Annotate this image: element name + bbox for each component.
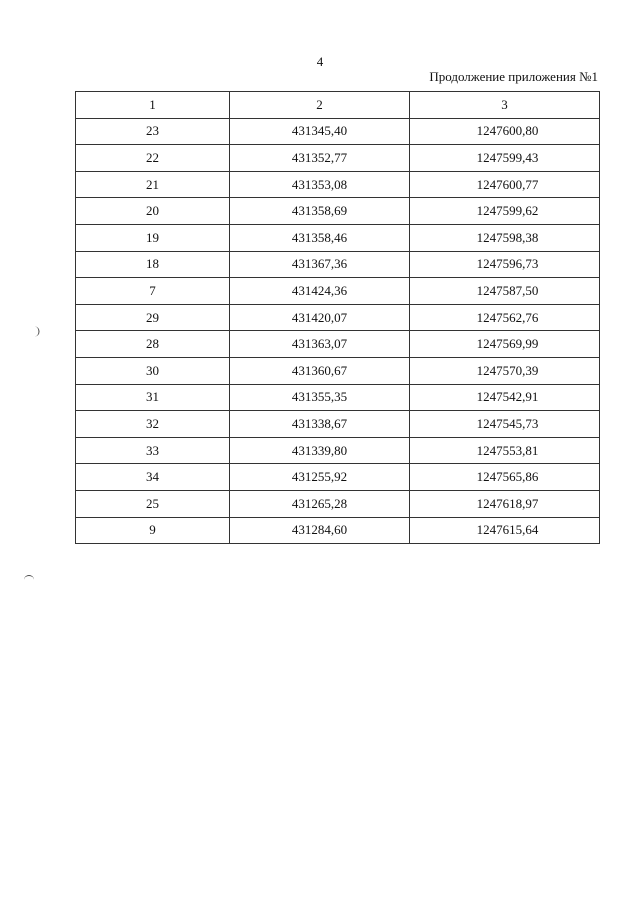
x-coordinate-cell: 431367,36 <box>230 251 410 278</box>
x-coordinate-cell: 431358,46 <box>230 224 410 251</box>
point-number-cell: 20 <box>76 198 230 225</box>
table-row <box>76 490 600 517</box>
y-coordinate-cell: 1247565,86 <box>410 464 600 491</box>
point-number-cell: 22 <box>76 145 230 172</box>
x-coordinate-cell: 431255,92 <box>230 464 410 491</box>
table-row <box>76 437 600 464</box>
point-number-cell: 33 <box>76 437 230 464</box>
point-number-cell: 31 <box>76 384 230 411</box>
x-coordinate-cell: 431284,60 <box>230 517 410 544</box>
x-coordinate-cell: 431352,77 <box>230 145 410 172</box>
column-header: 3 <box>410 92 600 119</box>
x-coordinate-cell: 431265,28 <box>230 490 410 517</box>
point-number-cell: 21 <box>76 171 230 198</box>
x-coordinate-cell: 431358,69 <box>230 198 410 225</box>
point-number-cell: 25 <box>76 490 230 517</box>
y-coordinate-cell: 1247598,38 <box>410 224 600 251</box>
x-coordinate-cell: 431345,40 <box>230 118 410 145</box>
table-row <box>76 517 600 544</box>
x-coordinate-cell: 431355,35 <box>230 384 410 411</box>
y-coordinate-cell: 1247553,81 <box>410 437 600 464</box>
table-row <box>76 145 600 172</box>
table-row <box>76 224 600 251</box>
column-header: 1 <box>76 92 230 119</box>
y-coordinate-cell: 1247562,76 <box>410 304 600 331</box>
table-row <box>76 171 600 198</box>
table-row <box>76 251 600 278</box>
table-row <box>76 198 600 225</box>
point-number-cell: 32 <box>76 411 230 438</box>
y-coordinate-cell: 1247600,77 <box>410 171 600 198</box>
point-number-cell: 23 <box>76 118 230 145</box>
point-number-cell: 28 <box>76 331 230 358</box>
x-coordinate-cell: 431353,08 <box>230 171 410 198</box>
x-coordinate-cell: 431339,80 <box>230 437 410 464</box>
margin-bracket-mark <box>24 575 34 584</box>
point-number-cell: 19 <box>76 224 230 251</box>
table-header-row <box>76 92 600 119</box>
y-coordinate-cell: 1247600,80 <box>410 118 600 145</box>
table-row <box>76 384 600 411</box>
point-number-cell: 18 <box>76 251 230 278</box>
table-row <box>76 278 600 305</box>
x-coordinate-cell: 431363,07 <box>230 331 410 358</box>
coordinates-table <box>75 91 600 544</box>
table-row <box>76 304 600 331</box>
y-coordinate-cell: 1247615,64 <box>410 517 600 544</box>
y-coordinate-cell: 1247587,50 <box>410 278 600 305</box>
point-number-cell: 34 <box>76 464 230 491</box>
column-header: 2 <box>230 92 410 119</box>
y-coordinate-cell: 1247618,97 <box>410 490 600 517</box>
page-number: 4 <box>316 54 324 69</box>
table-body <box>76 118 600 544</box>
y-coordinate-cell: 1247570,39 <box>410 357 600 384</box>
x-coordinate-cell: 431338,67 <box>230 411 410 438</box>
point-number-cell: 9 <box>76 517 230 544</box>
point-number-cell: 30 <box>76 357 230 384</box>
point-number-cell: 29 <box>76 304 230 331</box>
margin-bracket-mark <box>31 327 40 337</box>
y-coordinate-cell: 1247596,73 <box>410 251 600 278</box>
x-coordinate-cell: 431424,36 <box>230 278 410 305</box>
table-row <box>76 411 600 438</box>
table-row <box>76 331 600 358</box>
y-coordinate-cell: 1247569,99 <box>410 331 600 358</box>
table-row <box>76 118 600 145</box>
x-coordinate-cell: 431360,67 <box>230 357 410 384</box>
y-coordinate-cell: 1247545,73 <box>410 411 600 438</box>
y-coordinate-cell: 1247599,62 <box>410 198 600 225</box>
point-number-cell: 7 <box>76 278 230 305</box>
continuation-label: Продолжение приложения №1 <box>429 69 598 84</box>
y-coordinate-cell: 1247542,91 <box>410 384 600 411</box>
y-coordinate-cell: 1247599,43 <box>410 145 600 172</box>
table-row <box>76 464 600 491</box>
table-row <box>76 357 600 384</box>
x-coordinate-cell: 431420,07 <box>230 304 410 331</box>
